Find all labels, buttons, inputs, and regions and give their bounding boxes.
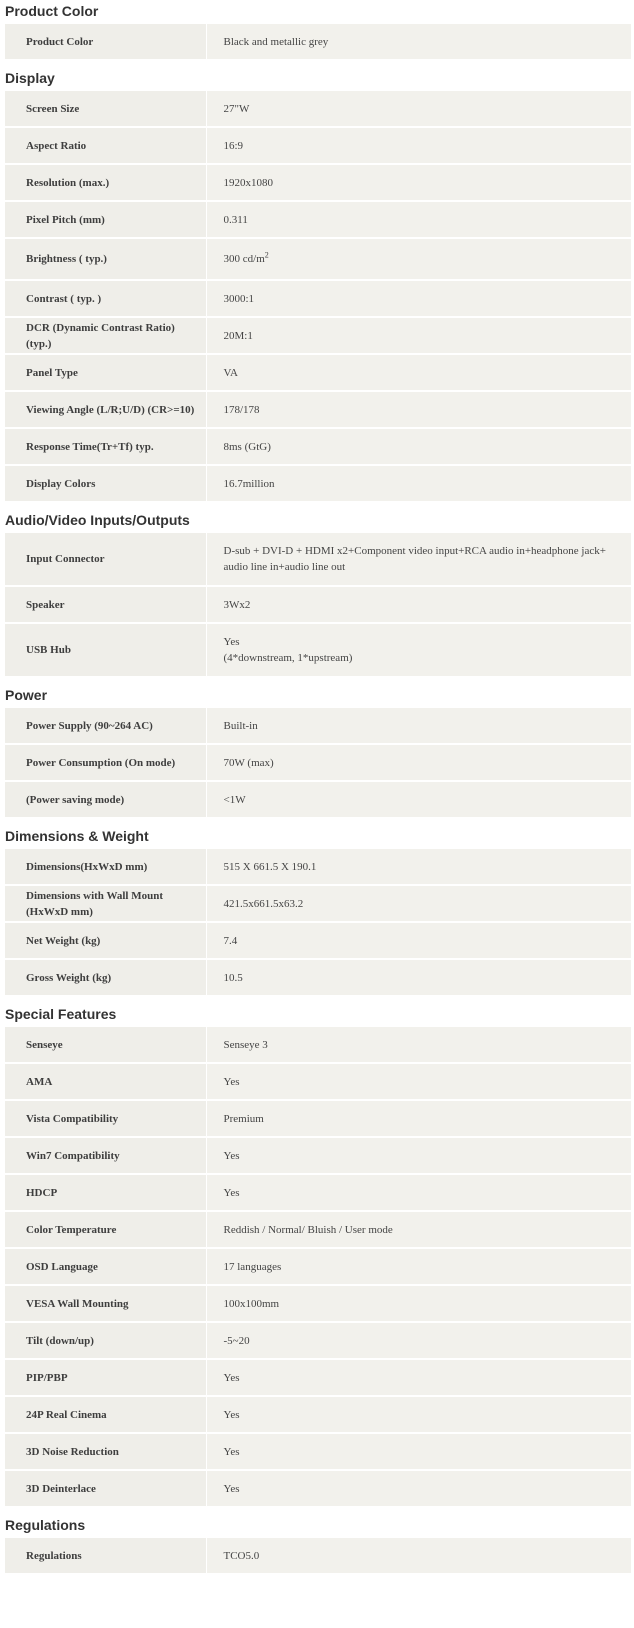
spec-row-hdcp [5,1174,631,1211]
spec-row-resolution-max [5,164,631,201]
spec-label: Brightness ( typ.) [5,238,206,280]
spec-row-dimensions-hxwxd-mm [5,849,631,885]
spec-value: VA [206,354,631,391]
spec-value: Built-in [206,708,631,744]
spec-value: Yes [206,1359,631,1396]
spec-label: Response Time(Tr+Tf) typ. [5,428,206,465]
spec-row-win7-compatibility [5,1137,631,1174]
spec-row-contrast-typ [5,280,631,317]
spec-row-dcr-dynamic-contrast-ratio-typ [5,317,631,354]
spec-row-ama [5,1063,631,1100]
section-title: Power [5,687,48,703]
spec-label: Product Color [5,24,206,60]
spec-label: Display Colors [5,465,206,502]
spec-value: -5~20 [206,1322,631,1359]
spec-label: Contrast ( typ. ) [5,280,206,317]
spec-row-net-weight-kg [5,922,631,959]
spec-row-pixel-pitch-mm [5,201,631,238]
section-regulations [0,1514,634,1575]
spec-value: 3000:1 [206,280,631,317]
spec-value: Yes (4*downstream, 1*upstream) [206,623,631,677]
spec-label: 3D Deinterlace [5,1470,206,1507]
spec-value: 17 languages [206,1248,631,1285]
spec-label: USB Hub [5,623,206,677]
spec-row-input-connector [5,533,631,586]
spec-table [5,708,631,819]
spec-label: Power Consumption (On mode) [5,744,206,781]
spec-row-brightness-typ [5,238,631,280]
spec-row-tilt-down-up [5,1322,631,1359]
spec-value: Black and metallic grey [206,24,631,60]
spec-label: Regulations [5,1538,206,1574]
spec-row-3d-deinterlace [5,1470,631,1507]
spec-value: 3Wx2 [206,586,631,623]
spec-label: HDCP [5,1174,206,1211]
spec-row-panel-type [5,354,631,391]
spec-value: 8ms (GtG) [206,428,631,465]
section-title: Product Color [5,3,99,19]
spec-label: Dimensions(HxWxD mm) [5,849,206,885]
spec-label: Power Supply (90~264 AC) [5,708,206,744]
spec-value: 70W (max) [206,744,631,781]
spec-label: Aspect Ratio [5,127,206,164]
spec-value: 100x100mm [206,1285,631,1322]
section-title: Display [5,70,55,86]
spec-value: <1W [206,781,631,818]
spec-value: Senseye 3 [206,1027,631,1063]
spec-value: Yes [206,1174,631,1211]
spec-label: AMA [5,1063,206,1100]
spec-value: 10.5 [206,959,631,996]
spec-label: 3D Noise Reduction [5,1433,206,1470]
spec-value: 16:9 [206,127,631,164]
section-title: Audio/Video Inputs/Outputs [5,512,190,528]
spec-value: Reddish / Normal/ Bluish / User mode [206,1211,631,1248]
spec-row-power-saving-mode [5,781,631,818]
section-product-color [0,0,634,61]
spec-label: Senseye [5,1027,206,1063]
spec-table [5,24,631,61]
spec-label: Panel Type [5,354,206,391]
spec-label: Gross Weight (kg) [5,959,206,996]
spec-label: Color Temperature [5,1211,206,1248]
spec-row-power-consumption-on-mode [5,744,631,781]
spec-value: 27"W [206,91,631,127]
spec-value: 421.5x661.5x63.2 [206,885,631,922]
spec-row-vesa-wall-mounting [5,1285,631,1322]
spec-value: Yes [206,1433,631,1470]
superscript: 2 [264,250,269,260]
spec-label: PIP/PBP [5,1359,206,1396]
spec-label: Pixel Pitch (mm) [5,201,206,238]
spec-table [5,1538,631,1575]
spec-label: VESA Wall Mounting [5,1285,206,1322]
spec-row-usb-hub [5,623,631,677]
spec-row-speaker [5,586,631,623]
section-title: Special Features [5,1006,117,1022]
spec-label: Dimensions with Wall Mount (HxWxD mm) [5,885,206,922]
spec-value: Yes [206,1063,631,1100]
section-dimensions-weight [0,825,634,997]
spec-value: 1920x1080 [206,164,631,201]
spec-label: DCR (Dynamic Contrast Ratio) (typ.) [5,317,206,354]
spec-value: Premium [206,1100,631,1137]
section-display [0,67,634,503]
spec-row-pip-pbp [5,1359,631,1396]
spec-value: TCO5.0 [206,1538,631,1574]
spec-row-3d-noise-reduction [5,1433,631,1470]
spec-row-response-time-tr-tf-typ [5,428,631,465]
spec-row-color-temperature [5,1211,631,1248]
spec-value: D-sub + DVI-D + HDMI x2+Component video input+RCA audio in+headphone jack+ audio line in+audio line out [206,533,631,586]
spec-table [5,91,631,503]
spec-row-screen-size [5,91,631,127]
spec-row-viewing-angle-l-r-u-d-cr-10 [5,391,631,428]
spec-label: Viewing Angle (L/R;U/D) (CR>=10) [5,391,206,428]
spec-value [206,238,631,280]
spec-label: Win7 Compatibility [5,1137,206,1174]
spec-table [5,849,631,997]
spec-value: 7.4 [206,922,631,959]
spec-value: Yes [206,1396,631,1433]
spec-table [5,1027,631,1508]
section-audio-video-inputs-outputs [0,509,634,678]
spec-value: 20M:1 [206,317,631,354]
spec-row-product-color [5,24,631,60]
spec-row-gross-weight-kg [5,959,631,996]
spec-label: Speaker [5,586,206,623]
spec-row-vista-compatibility [5,1100,631,1137]
spec-label: Tilt (down/up) [5,1322,206,1359]
spec-row-24p-real-cinema [5,1396,631,1433]
spec-label: Resolution (max.) [5,164,206,201]
spec-value: Yes [206,1470,631,1507]
spec-label: Vista Compatibility [5,1100,206,1137]
section-power [0,684,634,819]
spec-value: 0.311 [206,201,631,238]
spec-value-text: 300 cd/m [223,253,265,265]
spec-table [5,533,631,678]
spec-label: OSD Language [5,1248,206,1285]
spec-row-display-colors [5,465,631,502]
spec-value: 16.7million [206,465,631,502]
section-title: Dimensions & Weight [5,828,149,844]
spec-row-aspect-ratio [5,127,631,164]
spec-label: Net Weight (kg) [5,922,206,959]
spec-value: Yes [206,1137,631,1174]
spec-row-osd-language [5,1248,631,1285]
spec-value: 515 X 661.5 X 190.1 [206,849,631,885]
spec-row-regulations [5,1538,631,1574]
spec-label: Input Connector [5,533,206,586]
spec-label: (Power saving mode) [5,781,206,818]
spec-label: Screen Size [5,91,206,127]
spec-row-power-supply-90-264-ac [5,708,631,744]
spec-value: 178/178 [206,391,631,428]
spec-row-dimensions-with-wall-mount-hxwxd-mm [5,885,631,922]
spec-row-senseye [5,1027,631,1063]
section-title: Regulations [5,1517,86,1533]
section-special-features [0,1003,634,1508]
spec-label: 24P Real Cinema [5,1396,206,1433]
